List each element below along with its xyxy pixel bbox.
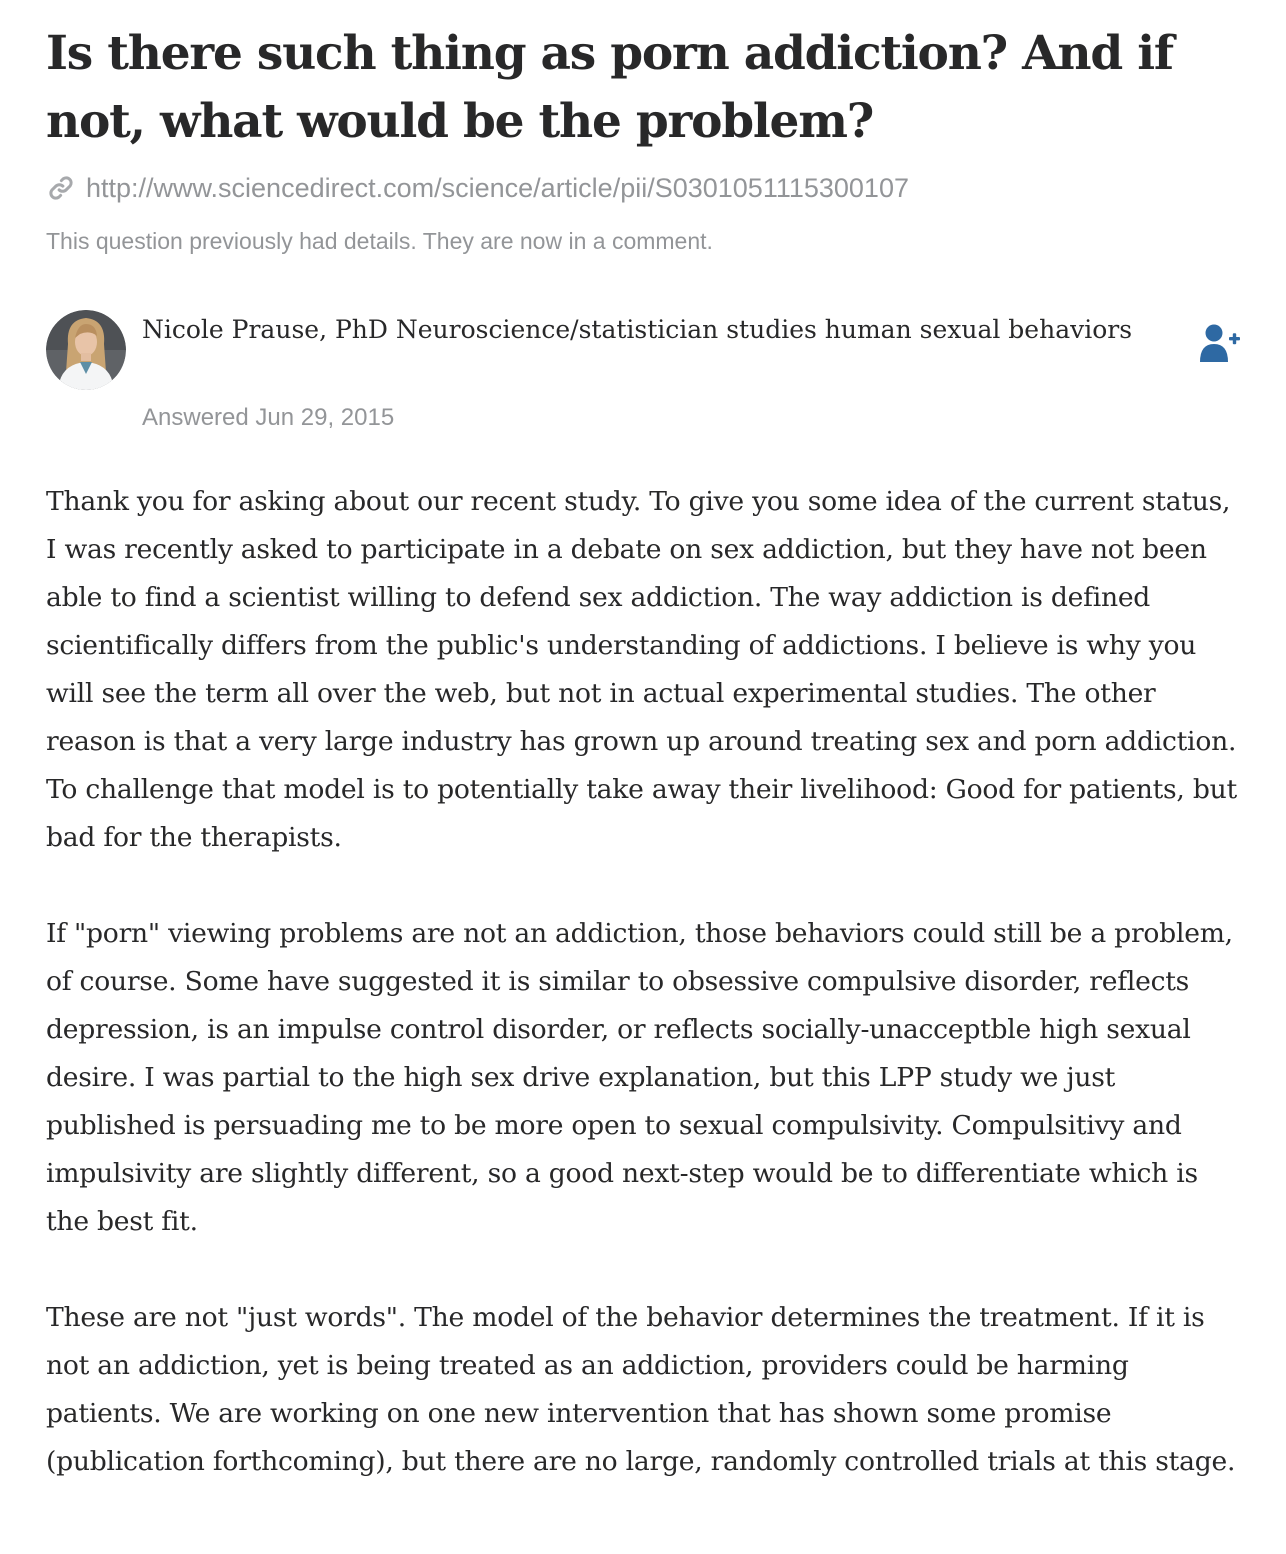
author-name-credential: Nicole Prause, PhD Neuroscience/statistician studies human sexual behaviors (142, 315, 1133, 344)
answer-date[interactable]: Answered Jun 29, 2015 (142, 404, 395, 431)
add-user-icon (1198, 322, 1242, 364)
question-title[interactable]: Is there such thing as porn addiction? And if not, what would be the problem? (46, 26, 1173, 149)
avatar-image (46, 310, 126, 390)
details-note: This question previously had details. They are now in a comment. (46, 228, 713, 254)
answer-paragraph: Thank you for asking about our recent study. To give you some idea of the current status, I was recently asked to participate in a debate on sex addiction, but they have not been able to find a scientist willing to defend sex addiction. The way addiction is defined scientifically differs from the public's understanding of addictions. I believe is why you will see the term all over the web, but not in actual experimental studies. The other reason is that a very large industry has grown up around treating sex and porn addiction. To challenge that model is to potentially take away their livelihood: Good for patients, but bad for the therapists. (46, 486, 1237, 853)
follow-user-button[interactable] (1198, 322, 1242, 364)
link-icon (46, 173, 76, 203)
source-link-url: http://www.sciencedirect.com/science/article/pii/S0301051115300107 (86, 172, 909, 203)
source-link[interactable] (46, 170, 909, 206)
author-credential[interactable] (142, 309, 1142, 351)
answer-paragraph: If "porn" viewing problems are not an addiction, those behaviors could still be a problem, of course. Some have suggested it is similar to obsessive compulsive disorder, reflects depression, is an impulse control disorder, or reflects socially-unacceptble high sexual desire. I was partial to the high sex drive explanation, but this LPP study we just published is persuading me to be more open to sexual compulsivity. Compulsitivy and impulsivity are slightly different, so a good next-step would be to differentiate which is the best fit. (46, 918, 1233, 1237)
answer-paragraph: These are not "just words". The model of the behavior determines the treatment. If it is not an addiction, yet is being treated as an addiction, providers could be harming patients. We are working on one new intervention that has shown some promise (publication forthcoming), but there are no large, randomly controlled trials at this stage. (46, 1302, 1236, 1477)
answer-body (46, 478, 1246, 1534)
avatar[interactable] (46, 310, 126, 390)
